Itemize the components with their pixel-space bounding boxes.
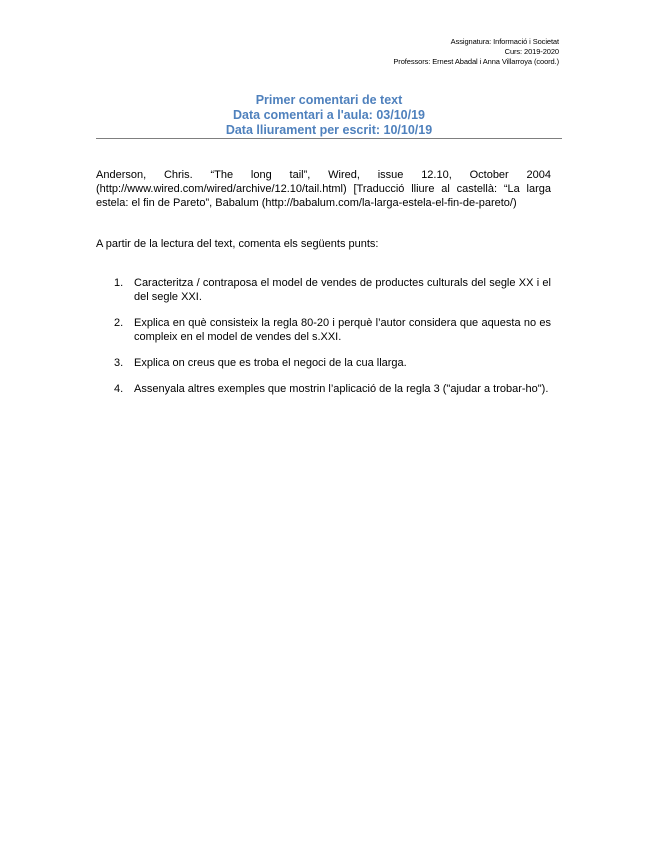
question-number: 4. xyxy=(114,383,124,395)
title-delivery-date: Data lliurament per escrit: 10/10/19 xyxy=(225,123,433,137)
document-header xyxy=(393,37,559,67)
bibliographic-reference: Anderson, Chris. “The long tail”, Wired, issue 12.10, October 2004 (http://www.wired.com/wired/archive/12.10/tail.html) [Traducció lliure al castellà: “La larga estela: el fin de Pareto”, Babalum (http://babalum.com/la-larga-estela-el-fin-de-pareto/) xyxy=(96,169,551,209)
instructions-intro: A partir de la lectura del text, comenta els següents punts: xyxy=(96,238,379,250)
question-item xyxy=(96,276,551,304)
question-item xyxy=(96,382,551,396)
question-item xyxy=(96,356,551,370)
question-number: 3. xyxy=(114,357,124,369)
professors-line: Professors: Ernest Abadal i Anna Villarroya (coord.) xyxy=(393,57,559,66)
question-number: 1. xyxy=(114,277,124,289)
title-divider xyxy=(96,138,562,139)
course-line: Curs: 2019-2020 xyxy=(504,47,559,56)
subject-line: Assignatura: Informació i Societat xyxy=(450,37,559,46)
title-main: Primer comentari de text xyxy=(255,93,403,107)
question-text: Explica en què consisteix la regla 80-20 i perquè l’autor considera que aquesta no es compleix en el model de vendes del s.XXI. xyxy=(134,317,551,343)
question-text: Explica on creus que es troba el negoci de la cua llarga. xyxy=(134,357,407,369)
question-item xyxy=(96,316,551,344)
question-number: 2. xyxy=(114,317,124,329)
document-title xyxy=(96,93,562,138)
question-text: Assenyala altres exemples que mostrin l’aplicació de la regla 3 ("ajudar a trobar-ho"). xyxy=(134,383,549,395)
question-list xyxy=(96,276,551,408)
question-text: Caracteritza / contraposa el model de vendes de productes culturals del segle XX i el del segle XXI. xyxy=(134,277,551,303)
title-class-date: Data comentari a l'aula: 03/10/19 xyxy=(233,108,425,122)
